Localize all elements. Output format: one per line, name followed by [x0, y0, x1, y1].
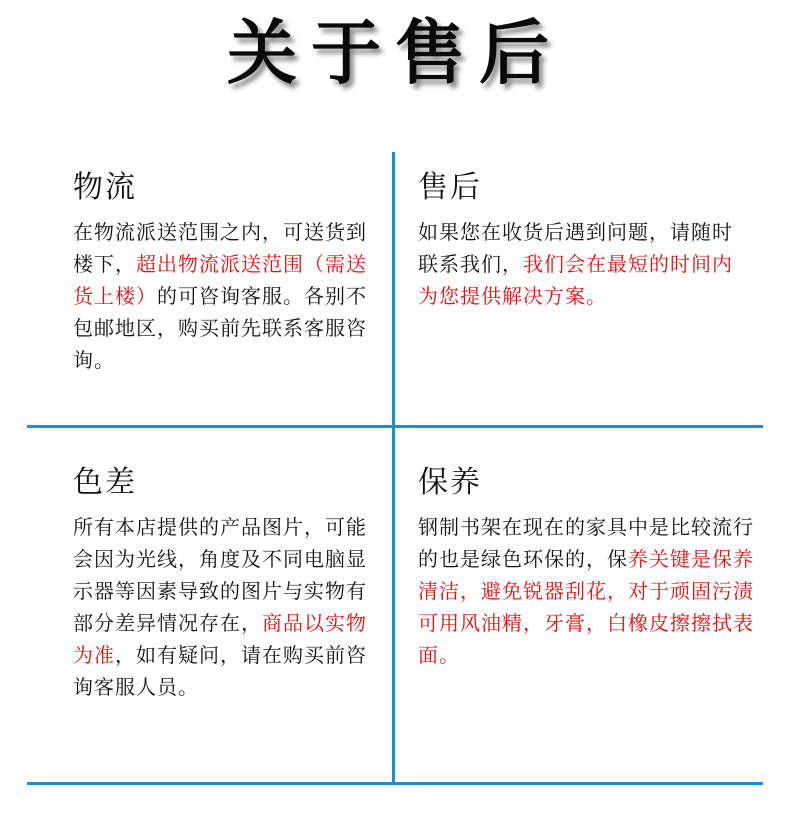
- after-sales-text-highlight: 我们会在最短的时间内为您提供解决方案。: [418, 252, 733, 308]
- logistics-text-plain-1: 在物流派送范围之内，可送货到楼下，: [73, 220, 367, 276]
- maintenance-heading: 保养: [418, 465, 482, 500]
- after-sales-section: [418, 168, 748, 312]
- vertical-divider: [392, 152, 395, 785]
- maintenance-text-plain-1: 钢制书架在现在的家具中是比较流行的也是绿色环保的，保: [418, 515, 754, 571]
- logistics-text-highlight: 超出物流派送范围（需送货上楼）: [73, 252, 367, 308]
- color-difference-text-plain-2: ，如有疑问，请在购买前咨询客服人员。: [73, 643, 367, 699]
- horizontal-divider-middle: [27, 425, 763, 428]
- page-title: 关于售后: [227, 12, 563, 94]
- logistics-text: [73, 216, 378, 376]
- color-difference-text-highlight: 商品以实物为准: [73, 611, 367, 667]
- logistics-section: [73, 168, 378, 376]
- logistics-heading: 物流: [73, 170, 137, 205]
- maintenance-text: [418, 511, 763, 671]
- color-difference-section: [73, 463, 383, 703]
- after-sales-text: [418, 216, 748, 312]
- maintenance-section: [418, 463, 763, 671]
- color-difference-text: [73, 511, 383, 703]
- after-sales-text-plain-1: 如果您在收货后遇到问题，请随时联系我们，: [418, 220, 733, 276]
- maintenance-text-highlight: 养关键是保养清洁，避免锐器刮花，对于顽固污渍可用风油精，牙膏，白橡皮擦擦拭表面。: [418, 547, 754, 667]
- logistics-text-plain-2: 的可咨询客服。各别不包邮地区，购买前先联系客服咨询。: [73, 284, 367, 372]
- color-difference-text-plain-1: 所有本店提供的产品图片，可能会因为光线，角度及不同电脑显示器等因素导致的图片与实物有部分差异情况存在，: [73, 515, 367, 635]
- color-difference-heading: 色差: [73, 465, 137, 500]
- horizontal-divider-bottom: [27, 782, 763, 785]
- after-sales-heading: 售后: [418, 170, 482, 205]
